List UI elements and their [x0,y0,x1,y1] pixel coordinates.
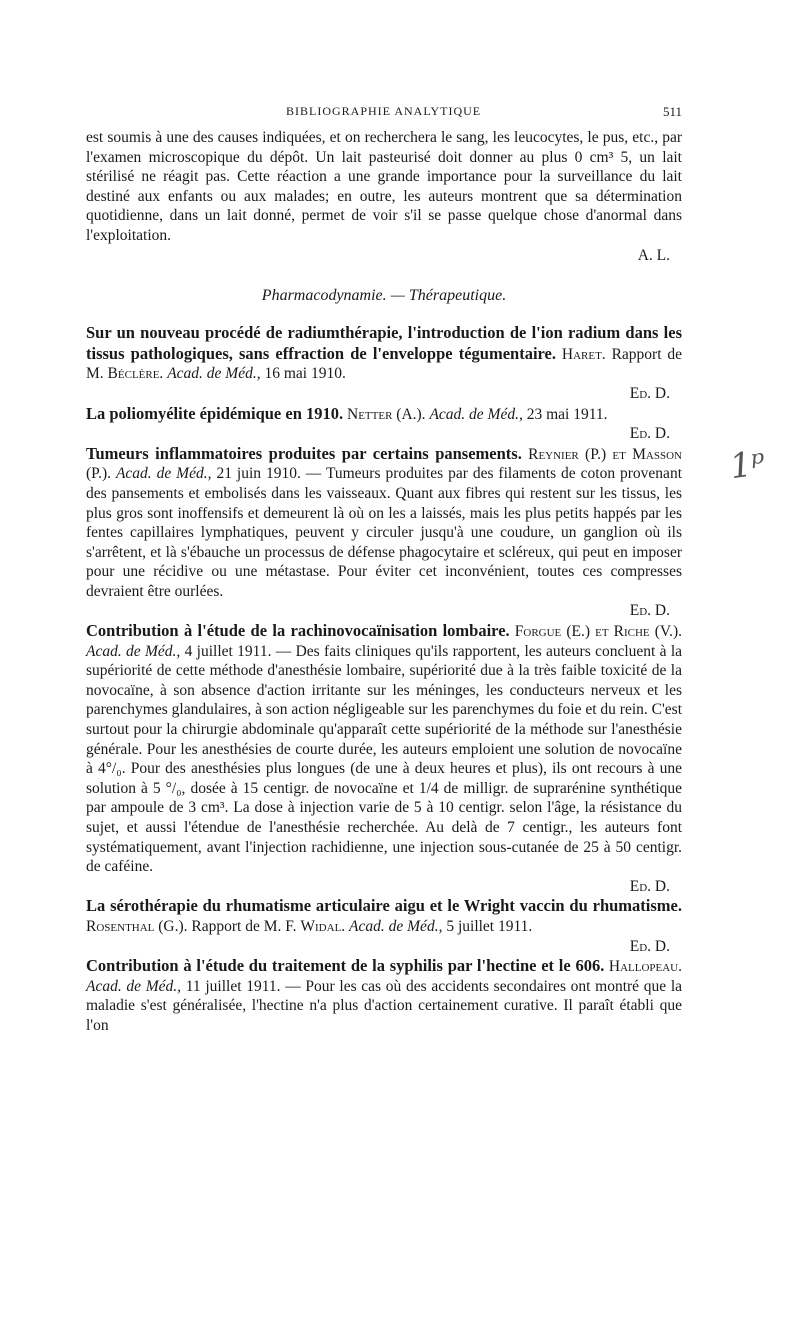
entry-abstract: — Pour les cas où des accidents secondaires ont montré que la maladie s'est généralisée, l'hectine n'a plus d'action certainement curative. Il paraît établi que l'on [86,977,683,1034]
entry-journal: Acad. de Méd., [349,917,443,935]
entry-abstract: — Tumeurs produites par des filaments de coton provenant des pansements et embolisés dans les vaisseaux. Quant aux fibres qui restent sur les tissus, les plus gros sont inoffensifs et demeurent là où on les a laissés, mais les plus petits happés par les fentes capillaires lymphatiques, peuvent y circuler jusqu'à une coudure, un ganglion où ils s'arrêtent, et là s'ébauche un processus de défense phagocytaire et scléreux, qui peut en imposer pour une récidive ou une métastase. Pour éviter cet inconvénient, toutes ces compresses devraient être ourlées. [86,465,682,600]
entry-journal: Acad. de Méd., [86,977,182,995]
entry-authors: Haret. [561,345,606,363]
intro-text: est soumis à une des causes indiquées, et on recherchera le sang, les leucocytes, le pus, etc., par l'examen microscopique du dépôt. Un lait pasteurisé doit donner au plus 0 cm³ 5, un lait stérilisé ne réagit pas. Cette réaction a une grande importance pour la surveillance du lait destiné aux enfants ou aux malades; en outre, les auteurs montrent que sa détermination quotidienne, dans un lait donné, permet de voir s'il se passe quelque chose d'anormal dans l'exploitation. [86,129,682,244]
entries-list [86,323,682,1035]
entry-title: Contribution à l'étude du traitement de la syphilis par l'hectine et le 606. [86,956,605,976]
entry-date: 11 juillet 1911. [185,977,281,995]
entry-title: Tumeurs inflammatoires produites par certains pansements. [86,443,522,463]
entry-date: 4 juillet 1911. [184,642,272,660]
handwritten-margin-annotation: 1ᵖ [727,442,768,488]
page [86,104,682,1036]
entry-abstract: — Des faits cliniques qu'ils rapportent, les auteurs concluent à la supériorité de cette méthode d'anesthésie lombaire, supériorité due à la très faible toxicité de la novocaïne, à son absence d'action irritante sur les méninges, les conducteurs nerveux et les parenchymes glandulaires, à son action négligeable sur les parenchymes du foie et du rein. C'est surtout pour la chirurgie abdominale qu'apparaît cette supériorité de la méthode sur l'anesthésie générale. Pour les anesthésies de courte durée, les auteurs emploient une solution de novocaïne à 4°/₀. Pour des anesthésies plus longues (de une à deux heures et plus), ils ont recours à une solution à 5 °/₀, dosée à 15 centigr. de novocaïne et 1/4 de milligr. de suprarénine synthétique par ampoule de 3 cm³. La dose à injection varie de 5 à 10 centigr. selon l'âge, la résistance du sujet, et aussi l'étendue de l'anesthésie recherchée. Au delà de 7 centigr., les auteurs font systématiquement, avant l'injection rachidienne, une injection sous-cutanée de 25 à 50 centigr. de caféine. [86,642,683,876]
bibliography-entry [86,404,682,444]
entry-title: Sur un nouveau procédé de radiumthérapie, l'introduction de l'ion radium dans les tissus pathologiques, sans effraction de l'enveloppe tégumentaire. [86,323,682,363]
bibliography-entry [86,444,682,621]
entry-source: Rapport de M. [86,345,682,383]
intro-paragraph [86,128,682,265]
intro-signature: A. L. [637,246,670,264]
entry-title: La poliomyélite épidémique en 1910. [86,403,344,423]
entry-date: 5 juillet 1911. [446,917,533,935]
entry-journal: Acad. de Méd., [167,365,261,383]
entry-date: 21 juin 1910. [216,465,301,483]
entry-journal: Acad. de Méd., [429,405,523,423]
section-heading: Pharmacodynamie. — Thérapeutique. [261,287,507,305]
entry-signature: Ed. D. [629,384,670,402]
entry-source-person: Béclère. [107,365,164,383]
entry-date: 23 mai 1911. [526,405,608,423]
running-header [86,104,682,128]
entry-source-person: Widal. [300,917,346,935]
entry-signature: Ed. D. [629,877,670,895]
bibliography-entry [86,621,682,896]
entry-authors: Reynier (P.) et Masson (P.). [86,445,682,483]
entry-source: Rapport de M. F. [191,917,297,935]
entry-signature: Ed. D. [629,425,670,443]
entry-date: 16 mai 1910. [264,365,346,383]
entry-authors: Rosenthal (G.). [86,917,188,935]
bibliography-entry [86,896,682,956]
page-number: 511 [662,104,682,119]
entry-authors: Netter (A.). [347,405,426,423]
entry-journal: Acad. de Méd., [86,642,181,660]
entry-authors: Forgue (E.) et Riche (V.). [514,623,683,641]
bibliography-entry [86,956,682,1035]
running-title: BIBLIOGRAPHIE ANALYTIQUE [286,104,482,118]
entry-title: La sérothérapie du rhumatisme articulaire aigu et le Wright vaccin du rhumatisme. [86,896,682,916]
entry-signature: Ed. D. [629,602,670,620]
entry-signature: Ed. D. [629,937,670,955]
entry-authors: Hallopeau. [608,958,682,976]
bibliography-entry [86,323,682,403]
entry-title: Contribution à l'étude de la rachinovocaïnisation lombaire. [86,621,510,641]
entry-journal: Acad. de Méd., [115,465,212,483]
